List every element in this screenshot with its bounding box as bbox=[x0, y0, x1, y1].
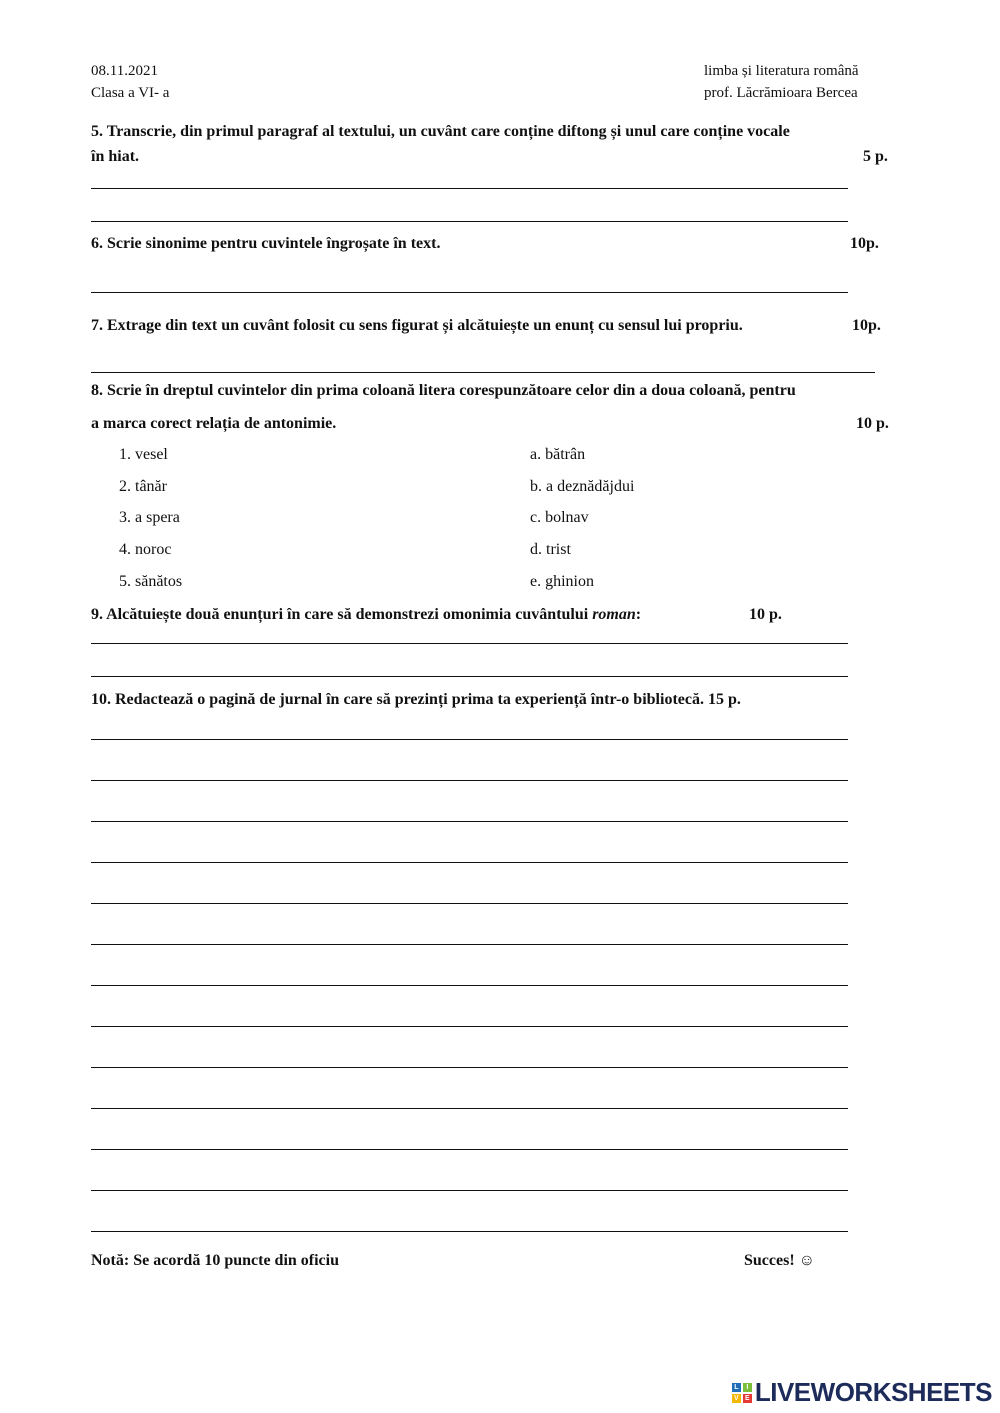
liveworksheets-logo bbox=[732, 1377, 992, 1408]
question-6-text: 6. Scrie sinonime pentru cuvintele îngroșate în text. bbox=[91, 235, 441, 252]
answer-line[interactable] bbox=[91, 1067, 848, 1068]
logo-tile: V bbox=[732, 1394, 741, 1403]
antonym-left-item: 2. tânăr bbox=[119, 478, 167, 495]
antonym-right-item: a. bătrân bbox=[530, 446, 586, 463]
answer-line[interactable] bbox=[91, 1026, 848, 1027]
question-8-text: 8. Scrie în dreptul cuvintelor din prima coloană litera corespunzătoare celor din a doua coloană, pentru bbox=[91, 382, 796, 399]
logo-tile: L bbox=[732, 1383, 741, 1392]
logo-tile: E bbox=[743, 1394, 752, 1403]
question-8-points: 10 p. bbox=[856, 415, 889, 432]
answer-line[interactable] bbox=[91, 739, 848, 740]
brand-name: LIVEWORKSHEETS bbox=[754, 1377, 992, 1407]
answer-line[interactable] bbox=[91, 780, 848, 781]
antonym-left-item: 3. a spera bbox=[119, 509, 180, 526]
question-9-prefix: 9. Alcătuiește două enunțuri în care să demonstrezi omonimia cuvântului bbox=[91, 606, 593, 623]
question-8-text-cont: a marca corect relația de antonimie. bbox=[91, 415, 337, 432]
answer-line[interactable] bbox=[91, 985, 848, 986]
question-7-points: 10p. bbox=[852, 317, 881, 334]
brand-logo-icon bbox=[732, 1383, 752, 1403]
answer-line[interactable] bbox=[91, 821, 848, 822]
answer-line[interactable] bbox=[91, 1108, 848, 1109]
footer-success: Succes! ☺ bbox=[744, 1252, 815, 1269]
answer-line[interactable] bbox=[91, 903, 848, 904]
answer-line[interactable] bbox=[91, 643, 848, 644]
answer-line[interactable] bbox=[91, 292, 848, 293]
question-7-text: 7. Extrage din text un cuvânt folosit cu sens figurat și alcătuiește un enunț cu sensul lui propriu. bbox=[91, 317, 743, 334]
subject: limba și literatura română bbox=[704, 63, 859, 79]
question-9-colon: : bbox=[635, 606, 642, 623]
antonym-right-item: b. a deznădăjdui bbox=[530, 478, 635, 495]
answer-line[interactable] bbox=[91, 372, 875, 373]
answer-line[interactable] bbox=[91, 1190, 848, 1191]
question-9-points: 10 p. bbox=[749, 606, 782, 623]
answer-line[interactable] bbox=[91, 221, 848, 222]
question-6-points: 10p. bbox=[850, 235, 879, 252]
answer-line[interactable] bbox=[91, 944, 848, 945]
antonym-right-item: e. ghinion bbox=[530, 573, 594, 590]
antonym-right-item: c. bolnav bbox=[530, 509, 589, 526]
question-5-text: 5. Transcrie, din primul paragraf al textului, un cuvânt care conține diftong și unul care conține vocale bbox=[91, 123, 790, 140]
question-9-keyword: roman bbox=[592, 606, 636, 623]
question-5-text-cont: în hiat. bbox=[91, 148, 140, 165]
question-10-text: 10. Redactează o pagină de jurnal în care să prezinți prima ta experiență într-o bibliotecă. 15 p. bbox=[91, 691, 741, 708]
logo-tile: I bbox=[743, 1383, 752, 1392]
question-5-points: 5 p. bbox=[863, 148, 888, 165]
answer-line[interactable] bbox=[91, 676, 848, 677]
footer-note: Notă: Se acordă 10 puncte din oficiu bbox=[91, 1252, 339, 1269]
antonym-left-item: 1. vesel bbox=[119, 446, 168, 463]
antonym-left-item: 4. noroc bbox=[119, 541, 172, 558]
answer-line[interactable] bbox=[91, 1231, 848, 1232]
question-9-text bbox=[91, 603, 641, 627]
teacher: prof. Lăcrămioara Bercea bbox=[704, 85, 858, 101]
antonym-left-item: 5. sănătos bbox=[119, 573, 183, 590]
answer-line[interactable] bbox=[91, 188, 848, 189]
date: 08.11.2021 bbox=[91, 63, 158, 79]
answer-line[interactable] bbox=[91, 1149, 848, 1150]
antonym-right-item: d. trist bbox=[530, 541, 571, 558]
class-level: Clasa a VI- a bbox=[91, 85, 170, 101]
answer-line[interactable] bbox=[91, 862, 848, 863]
